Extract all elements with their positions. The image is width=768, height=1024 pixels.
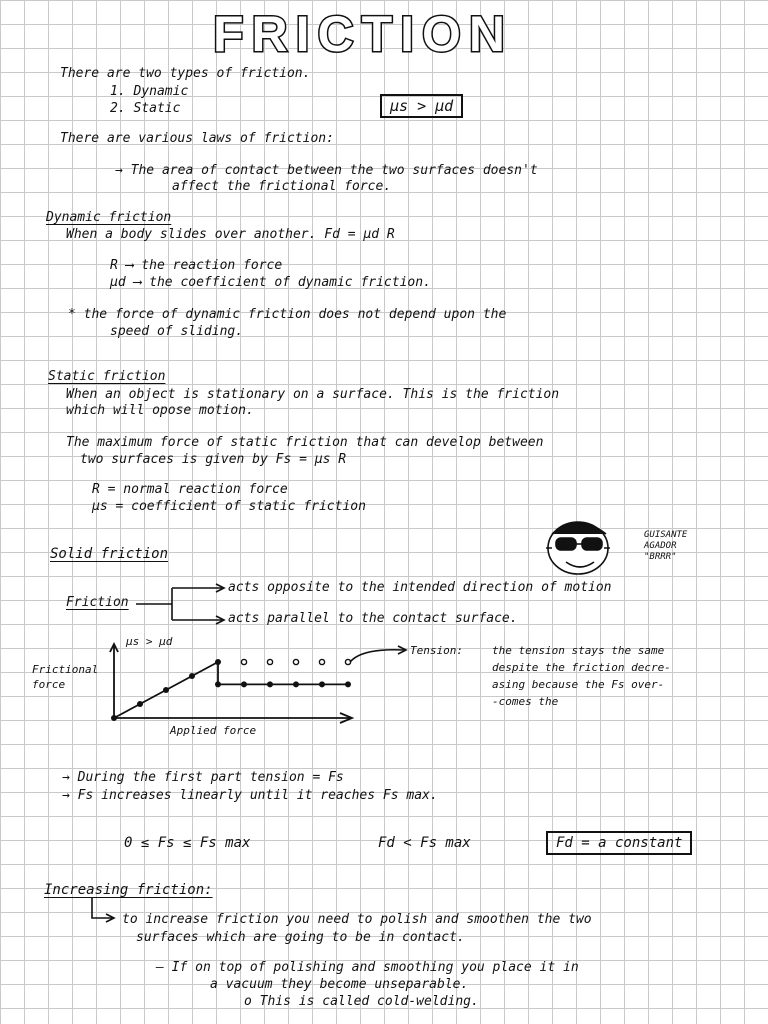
intro-item-static: 2. Static (110, 101, 181, 116)
static-max-point (267, 659, 272, 664)
equation-1: 0 ≤ Fs ≤ Fs max (124, 835, 251, 851)
static-def-mu: μs = coefficient of static friction (92, 499, 366, 514)
dynamic-def-mu: μd ⟶ the coefficient of dynamic friction. (110, 275, 431, 290)
friction-point (189, 673, 195, 679)
tension-note-4: -comes the (492, 695, 559, 708)
static-def-r: R = normal reaction force (92, 482, 288, 497)
increasing-line-4: a vacuum they become unseparable. (210, 977, 469, 992)
friction-point (111, 715, 117, 721)
graph-x-label: Applied force (170, 724, 257, 737)
tension-note-3: asing because the Fs over- (492, 678, 665, 691)
increasing-heading: Increasing friction: (44, 882, 213, 898)
dynamic-note-1: * the force of dynamic friction does not depend upon the (68, 307, 507, 322)
friction-series-line (114, 662, 348, 718)
mu-compare-box: μs > μd (380, 94, 463, 118)
intro-line: There are two types of friction. (60, 66, 311, 81)
static-def-1: When an object is stationary on a surface. This is the friction (66, 387, 560, 402)
static-def-2: which will opose motion. (66, 403, 254, 418)
friction-point (215, 659, 221, 665)
static-max-1: The maximum force of static friction that can develop between (66, 435, 544, 450)
static-max-point (345, 659, 350, 664)
graph-y-label-2: force (32, 678, 66, 691)
equation-3-box: Fd = a constant (546, 831, 692, 855)
static-max-point (319, 659, 324, 664)
dynamic-def-r: R ⟶ the reaction force (110, 258, 283, 273)
conclusion-2: → Fs increases linearly until it reaches Fs max. (62, 788, 438, 803)
graph-top-label: μs > μd (126, 635, 173, 648)
increasing-line-5: o This is called cold-welding. (244, 994, 479, 1009)
friction-point (137, 701, 143, 707)
intro-item-dynamic: 1. Dynamic (110, 84, 189, 99)
branch-opposite: acts opposite to the intended direction of motion (228, 580, 612, 595)
tension-note-1: the tension stays the same (492, 644, 665, 657)
friction-point (267, 681, 273, 687)
friction-point (319, 681, 325, 687)
friction-label: Friction (66, 595, 129, 610)
increasing-line-1: to increase friction you need to polish and smoothen the two (122, 912, 592, 927)
dynamic-def: When a body slides over another. Fd = μd R (66, 227, 395, 242)
mascot-caption: GUISANTE AGADOR "BRRR" (644, 530, 688, 562)
conclusion-1: → During the first part tension = Fs (62, 770, 344, 785)
branch-parallel: acts parallel to the contact surface. (228, 611, 518, 626)
laws-heading: There are various laws of friction: (60, 131, 334, 146)
laws-area-line-1: → The area of contact between the two surfaces doesn't (115, 163, 538, 178)
tension-label: Tension: (410, 644, 463, 657)
dynamic-heading: Dynamic friction (46, 210, 172, 225)
static-max-point (293, 659, 298, 664)
friction-point (345, 681, 351, 687)
static-heading: Static friction (48, 369, 166, 384)
static-max-2: two surfaces is given by Fs = μs R (80, 452, 347, 467)
friction-point (215, 681, 221, 687)
page-title: FRICTION (212, 6, 514, 62)
equation-2: Fd < Fs max (378, 835, 471, 851)
static-max-point (241, 659, 246, 664)
friction-point (163, 687, 169, 693)
increasing-line-3: — If on top of polishing and smoothing you place it in (156, 960, 579, 975)
tension-note-2: despite the friction decre- (492, 661, 671, 674)
graph-y-label-1: Frictional (32, 663, 99, 676)
friction-point (293, 681, 299, 687)
dynamic-note-2: speed of sliding. (110, 324, 244, 339)
laws-area-line-2: affect the frictional force. (172, 179, 392, 194)
friction-point (241, 681, 247, 687)
tension-arrow (350, 646, 406, 662)
solid-heading: Solid friction (50, 546, 169, 562)
increasing-line-2: surfaces which are going to be in contact. (136, 930, 465, 945)
